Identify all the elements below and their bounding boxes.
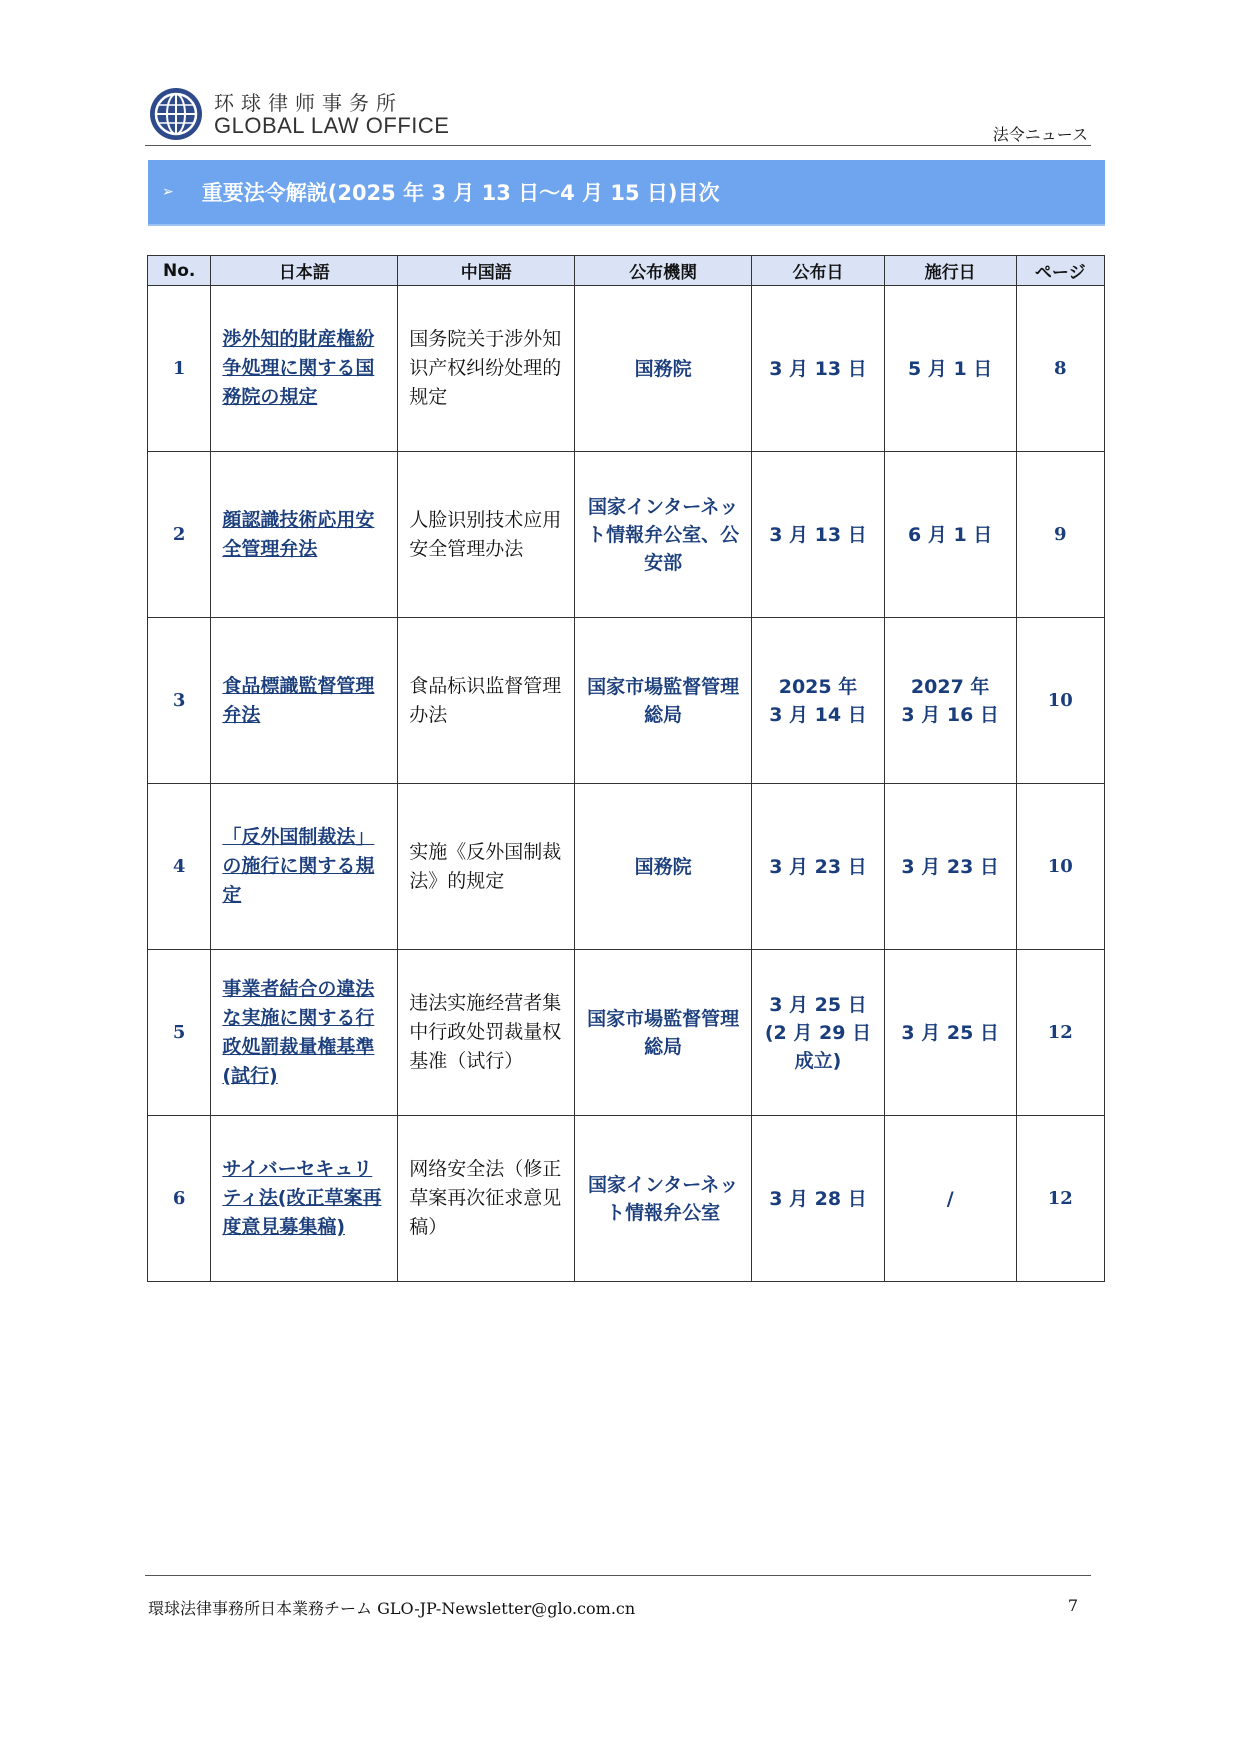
- page-number: 7: [1067, 1596, 1078, 1615]
- promulgation-date: 3 月 13 日: [752, 452, 885, 618]
- promulgation-date: 3 月 23 日: [752, 784, 885, 950]
- japanese-title-link[interactable]: 食品標識監督管理弁法: [222, 674, 375, 726]
- effective-date: 3 月 25 日: [884, 950, 1016, 1116]
- agency: 国家市場監督管理総局: [575, 950, 752, 1116]
- effective-date: 2027 年 3 月 16 日: [884, 618, 1016, 784]
- chinese-title: 人脸识别技术应用安全管理办法: [398, 452, 575, 618]
- row-number: 5: [148, 950, 211, 1116]
- globe-logo-icon: [148, 86, 204, 142]
- japanese-title-link[interactable]: 「反外国制裁法」の施行に関する規定: [222, 826, 375, 906]
- japanese-title-link[interactable]: サイバーセキュリティ法(改正草案再度意見募集稿): [222, 1158, 382, 1238]
- header-divider: [145, 145, 1091, 146]
- promulgation-date: 3 月 13 日: [752, 286, 885, 452]
- page-reference: 12: [1016, 950, 1104, 1116]
- japanese-title-link[interactable]: 事業者結合の違法な実施に関する行政処罰裁量権基準(試行): [222, 977, 375, 1087]
- section-banner: [148, 160, 1105, 224]
- logo-english-name: GLOBAL LAW OFFICE: [214, 113, 450, 138]
- page-reference: 8: [1016, 286, 1104, 452]
- row-number: 3: [148, 618, 211, 784]
- column-header-agency: 公布機関: [575, 256, 752, 286]
- row-number: 2: [148, 452, 211, 618]
- agency: 国家インターネット情報弁公室、公安部: [575, 452, 752, 618]
- column-header-no: No.: [148, 256, 211, 286]
- footer-contact: 環球法律事務所日本業務チーム GLO-JP-Newsletter@glo.com.cn: [148, 1599, 636, 1618]
- table-row: [148, 1116, 1105, 1282]
- table-row: [148, 618, 1105, 784]
- row-number: 4: [148, 784, 211, 950]
- chinese-title: 违法实施经营者集中行政处罚裁量权基准（试行）: [398, 950, 575, 1116]
- japanese-title-link[interactable]: 渉外知的財産権紛争処理に関する国務院の規定: [222, 328, 375, 408]
- contents-table: [147, 255, 1105, 1282]
- section-title: 重要法令解説(2025 年 3 月 13 日〜4 月 15 日)目次: [201, 181, 720, 205]
- japanese-title-link[interactable]: 顔認識技術応用安全管理弁法: [222, 508, 375, 560]
- footer-divider: [145, 1575, 1091, 1576]
- newsletter-label: 法令ニュース: [992, 125, 1088, 144]
- column-header-japanese: 日本語: [211, 256, 398, 286]
- page-reference: 9: [1016, 452, 1104, 618]
- table-header-row: [148, 256, 1105, 286]
- column-header-chinese: 中国語: [398, 256, 575, 286]
- page-header: [148, 86, 1088, 148]
- chinese-title: 国务院关于涉外知识产权纠纷处理的规定: [398, 286, 575, 452]
- agency: 国務院: [575, 784, 752, 950]
- table-row: [148, 784, 1105, 950]
- logo-chinese-name: 环球律师事务所: [214, 91, 403, 115]
- chinese-title: 实施《反外国制裁法》的规定: [398, 784, 575, 950]
- effective-date: /: [884, 1116, 1016, 1282]
- column-header-promulgation-date: 公布日: [752, 256, 885, 286]
- effective-date: 6 月 1 日: [884, 452, 1016, 618]
- table-row: [148, 950, 1105, 1116]
- promulgation-date: 3 月 25 日 (2 月 29 日 成立): [752, 950, 885, 1116]
- chinese-title: 网络安全法（修正草案再次征求意见稿）: [398, 1116, 575, 1282]
- table-row: [148, 452, 1105, 618]
- agency: 国家インターネット情報弁公室: [575, 1116, 752, 1282]
- agency: 国務院: [575, 286, 752, 452]
- row-number: 6: [148, 1116, 211, 1282]
- chinese-title: 食品标识监督管理办法: [398, 618, 575, 784]
- column-header-page: ページ: [1016, 256, 1104, 286]
- promulgation-date: 2025 年 3 月 14 日: [752, 618, 885, 784]
- effective-date: 3 月 23 日: [884, 784, 1016, 950]
- table-row: [148, 286, 1105, 452]
- page-reference: 12: [1016, 1116, 1104, 1282]
- promulgation-date: 3 月 28 日: [752, 1116, 885, 1282]
- row-number: 1: [148, 286, 211, 452]
- page-reference: 10: [1016, 618, 1104, 784]
- column-header-effective-date: 施行日: [884, 256, 1016, 286]
- effective-date: 5 月 1 日: [884, 286, 1016, 452]
- agency: 国家市場監督管理総局: [575, 618, 752, 784]
- bullet-arrow-icon: ➢: [162, 184, 174, 200]
- page-reference: 10: [1016, 784, 1104, 950]
